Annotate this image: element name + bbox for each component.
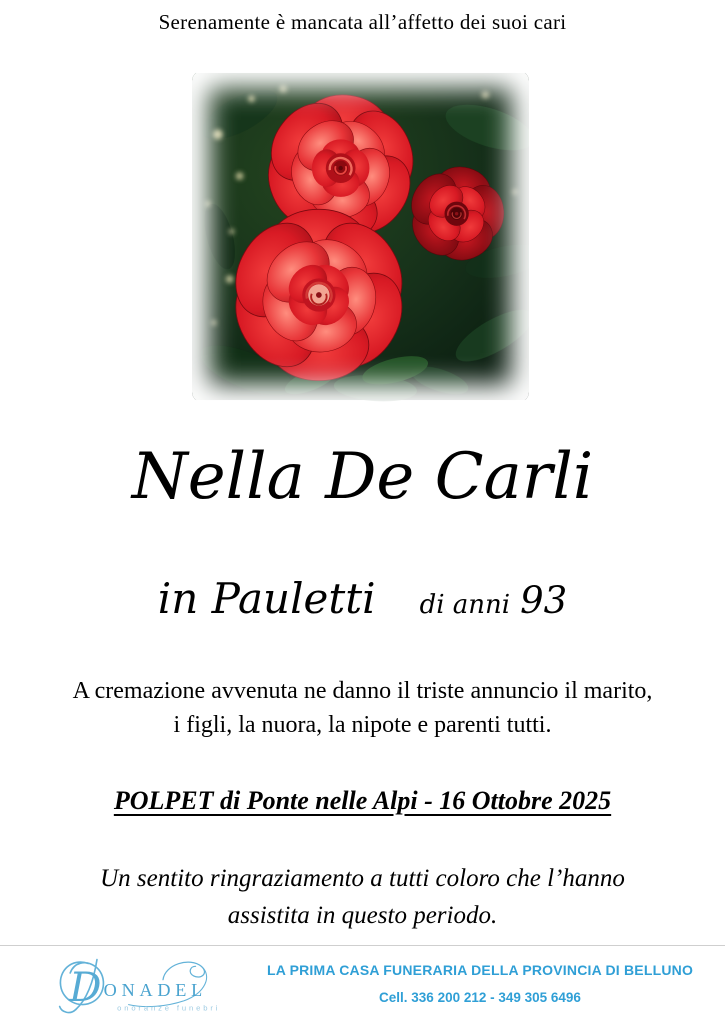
- funeral-home-logo: [50, 951, 232, 1023]
- footer-tagline: LA PRIMA CASA FUNERARIA DELLA PROVINCIA DI BELLUNO: [266, 962, 694, 978]
- deceased-name: Nella De Carli: [131, 440, 594, 514]
- thanks-line-1: Un sentito ringraziamento a tutti coloro che l’hanno: [100, 865, 625, 892]
- age-label: di anni: [419, 590, 511, 620]
- thanks-line-2: assistita in questo periodo.: [227, 902, 498, 929]
- age-value: 93: [520, 579, 568, 622]
- married-name-row: [0, 574, 725, 623]
- logo-initial: D: [69, 964, 102, 1011]
- place-date-line: POLPET di Ponte nelle Alpi - 16 Ottobre 2025: [113, 786, 612, 815]
- married-name: in Pauletti: [157, 574, 376, 623]
- logo-subtitle: onoranze funebri: [117, 1003, 221, 1013]
- age-group: [420, 579, 568, 622]
- footer-divider: [0, 945, 725, 946]
- announcement-line-2: i figli, la nuora, la nipote e parenti tutti.: [173, 712, 552, 738]
- roses-photo: [192, 71, 529, 402]
- intro-line: Serenamente è mancata all’affetto dei suoi cari: [158, 10, 567, 34]
- footer-phone: Cell. 336 200 212 - 349 305 6496: [379, 990, 581, 1005]
- announcement-line-1: A cremazione avvenuta ne danno il triste annuncio il marito,: [72, 678, 653, 704]
- logo-wordmark: ONADEL: [103, 979, 208, 1000]
- funeral-home-contact: [250, 962, 710, 1005]
- thanks-text: [0, 860, 725, 934]
- announcement-text: [0, 674, 725, 742]
- roses-illustration: [192, 71, 529, 402]
